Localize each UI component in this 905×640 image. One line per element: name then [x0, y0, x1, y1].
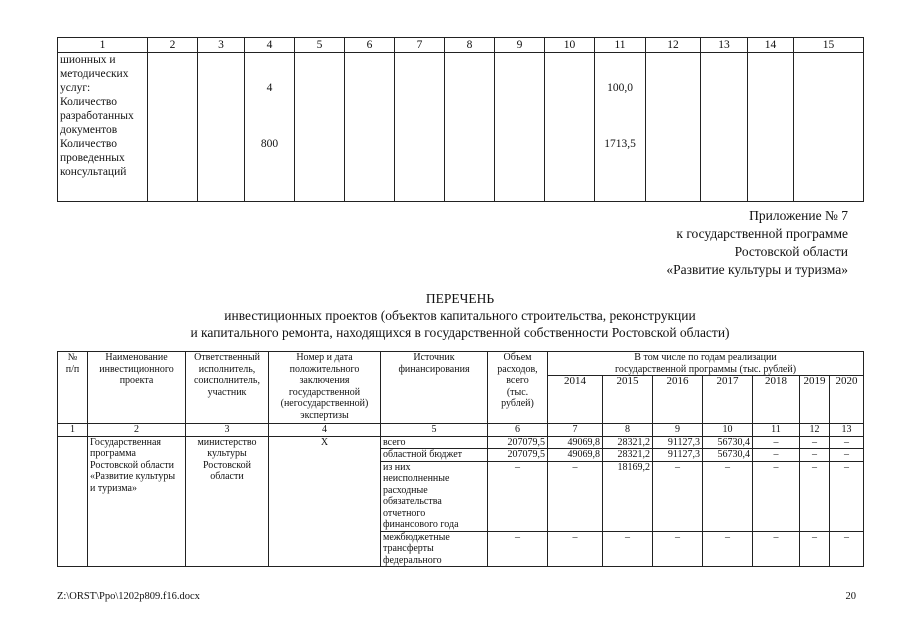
empty-cell [495, 53, 545, 202]
col-number: 3 [186, 424, 269, 437]
year-amount: 49069,8 [548, 449, 603, 462]
empty-cell [646, 53, 701, 202]
col-number: 8 [445, 38, 495, 53]
col-number: 9 [495, 38, 545, 53]
project-name: Государственная программа Ростовской области «Развитие культуры и туризма» [88, 436, 186, 567]
col-number: 9 [653, 424, 703, 437]
expertise-value: Х [269, 436, 381, 567]
title-line: и капитального ремонта, находящихся в государственной собственности Ростовской области) [190, 325, 730, 340]
col-number: 6 [488, 424, 548, 437]
header-year: 2020 [830, 376, 864, 424]
row-number-cell [58, 436, 88, 567]
year-amount: – [548, 461, 603, 531]
col-number: 15 [794, 38, 864, 53]
year-amount: – [753, 531, 800, 567]
year-amount: 91127,3 [653, 449, 703, 462]
column-number-row [58, 38, 864, 53]
col-number: 10 [703, 424, 753, 437]
empty-cell [148, 53, 198, 202]
empty-cell [794, 53, 864, 202]
year-amount: – [800, 449, 830, 462]
header-responsible: Ответственный исполнитель, соисполнитель, участник [186, 352, 269, 424]
table-row [58, 53, 864, 202]
year-amount: 56730,4 [703, 436, 753, 449]
year-amount: – [830, 436, 864, 449]
indicator-value: 4 800 [245, 53, 295, 202]
document-title [57, 290, 863, 341]
col-number: 5 [295, 38, 345, 53]
page-number: 20 [845, 591, 856, 602]
indicator-amount: 100,0 1713,5 [595, 53, 646, 202]
column-number-row [58, 424, 864, 437]
col-number: 11 [753, 424, 800, 437]
table-row [58, 436, 864, 449]
continuation-table [57, 37, 864, 202]
col-number: 1 [58, 38, 148, 53]
col-number: 13 [830, 424, 864, 437]
total-amount: – [488, 461, 548, 531]
col-number: 7 [395, 38, 445, 53]
header-year: 2014 [548, 376, 603, 424]
year-amount: – [800, 531, 830, 567]
appendix-line: к государственной программе [676, 226, 848, 241]
file-path: Z:\ORST\Ppo\1202p809.f16.docx [57, 591, 200, 602]
col-number: 10 [545, 38, 595, 53]
total-amount: 207079,5 [488, 449, 548, 462]
year-amount: – [753, 461, 800, 531]
year-amount: – [753, 449, 800, 462]
title-line: ПЕРЕЧЕНЬ [425, 291, 495, 306]
header-row [58, 352, 864, 376]
header-num: № п/п [58, 352, 88, 424]
year-amount: – [653, 531, 703, 567]
header-year: 2016 [653, 376, 703, 424]
year-amount: – [703, 461, 753, 531]
header-volume: Объем расходов, всего (тыс. рублей) [488, 352, 548, 424]
year-amount: 91127,3 [653, 436, 703, 449]
col-number: 11 [595, 38, 646, 53]
year-amount: – [548, 531, 603, 567]
col-number: 6 [345, 38, 395, 53]
year-amount: – [830, 461, 864, 531]
empty-cell [198, 53, 245, 202]
year-amount: – [653, 461, 703, 531]
col-number: 3 [198, 38, 245, 53]
year-amount: 28321,2 [603, 449, 653, 462]
year-amount: 56730,4 [703, 449, 753, 462]
funding-source: областной бюджет [381, 449, 488, 462]
year-amount: – [703, 531, 753, 567]
header-expertise: Номер и дата положительного заключения государственной (негосударственной) экспертизы [269, 352, 381, 424]
empty-cell [445, 53, 495, 202]
year-amount: – [753, 436, 800, 449]
year-amount: – [800, 436, 830, 449]
year-amount: – [800, 461, 830, 531]
investment-projects-table [57, 351, 864, 567]
appendix-line: Приложение № 7 [749, 208, 848, 223]
total-amount: – [488, 531, 548, 567]
total-amount: 207079,5 [488, 436, 548, 449]
indicator-text: шионных и методических услуг: Количество разработанных документов Количество проведенных консультаций [58, 53, 148, 202]
empty-cell [701, 53, 748, 202]
col-number: 14 [748, 38, 794, 53]
empty-cell [748, 53, 794, 202]
year-amount: – [830, 531, 864, 567]
funding-source: межбюджетные трансферты федерального [381, 531, 488, 567]
year-amount: – [830, 449, 864, 462]
col-number: 2 [148, 38, 198, 53]
appendix-line: «Развитие культуры и туризма» [666, 262, 848, 277]
year-amount: – [603, 531, 653, 567]
col-number: 2 [88, 424, 186, 437]
header-year: 2015 [603, 376, 653, 424]
year-amount: 28321,2 [603, 436, 653, 449]
col-number: 1 [58, 424, 88, 437]
col-number: 8 [603, 424, 653, 437]
header-year: 2018 [753, 376, 800, 424]
col-number: 12 [800, 424, 830, 437]
responsible-executor: министерство культуры Ростовской области [186, 436, 269, 567]
col-number: 13 [701, 38, 748, 53]
col-number: 7 [548, 424, 603, 437]
header-source: Источник финансирования [381, 352, 488, 424]
header-years-group: В том числе по годам реализации государственной программы (тыс. рублей) [548, 352, 864, 376]
col-number: 4 [245, 38, 295, 53]
appendix-heading [666, 207, 848, 279]
col-number: 5 [381, 424, 488, 437]
empty-cell [395, 53, 445, 202]
header-year: 2017 [703, 376, 753, 424]
year-amount: 49069,8 [548, 436, 603, 449]
header-year: 2019 [800, 376, 830, 424]
year-amount: 18169,2 [603, 461, 653, 531]
title-line: инвестиционных проектов (объектов капитального строительства, реконструкции [224, 308, 696, 323]
funding-source: всего [381, 436, 488, 449]
empty-cell [345, 53, 395, 202]
empty-cell [545, 53, 595, 202]
col-number: 12 [646, 38, 701, 53]
header-project-name: Наименование инвестиционного проекта [88, 352, 186, 424]
empty-cell [295, 53, 345, 202]
funding-source: из них неисполненные расходные обязательства отчетного финансового года [381, 461, 488, 531]
appendix-line: Ростовской области [734, 244, 848, 259]
col-number: 4 [269, 424, 381, 437]
